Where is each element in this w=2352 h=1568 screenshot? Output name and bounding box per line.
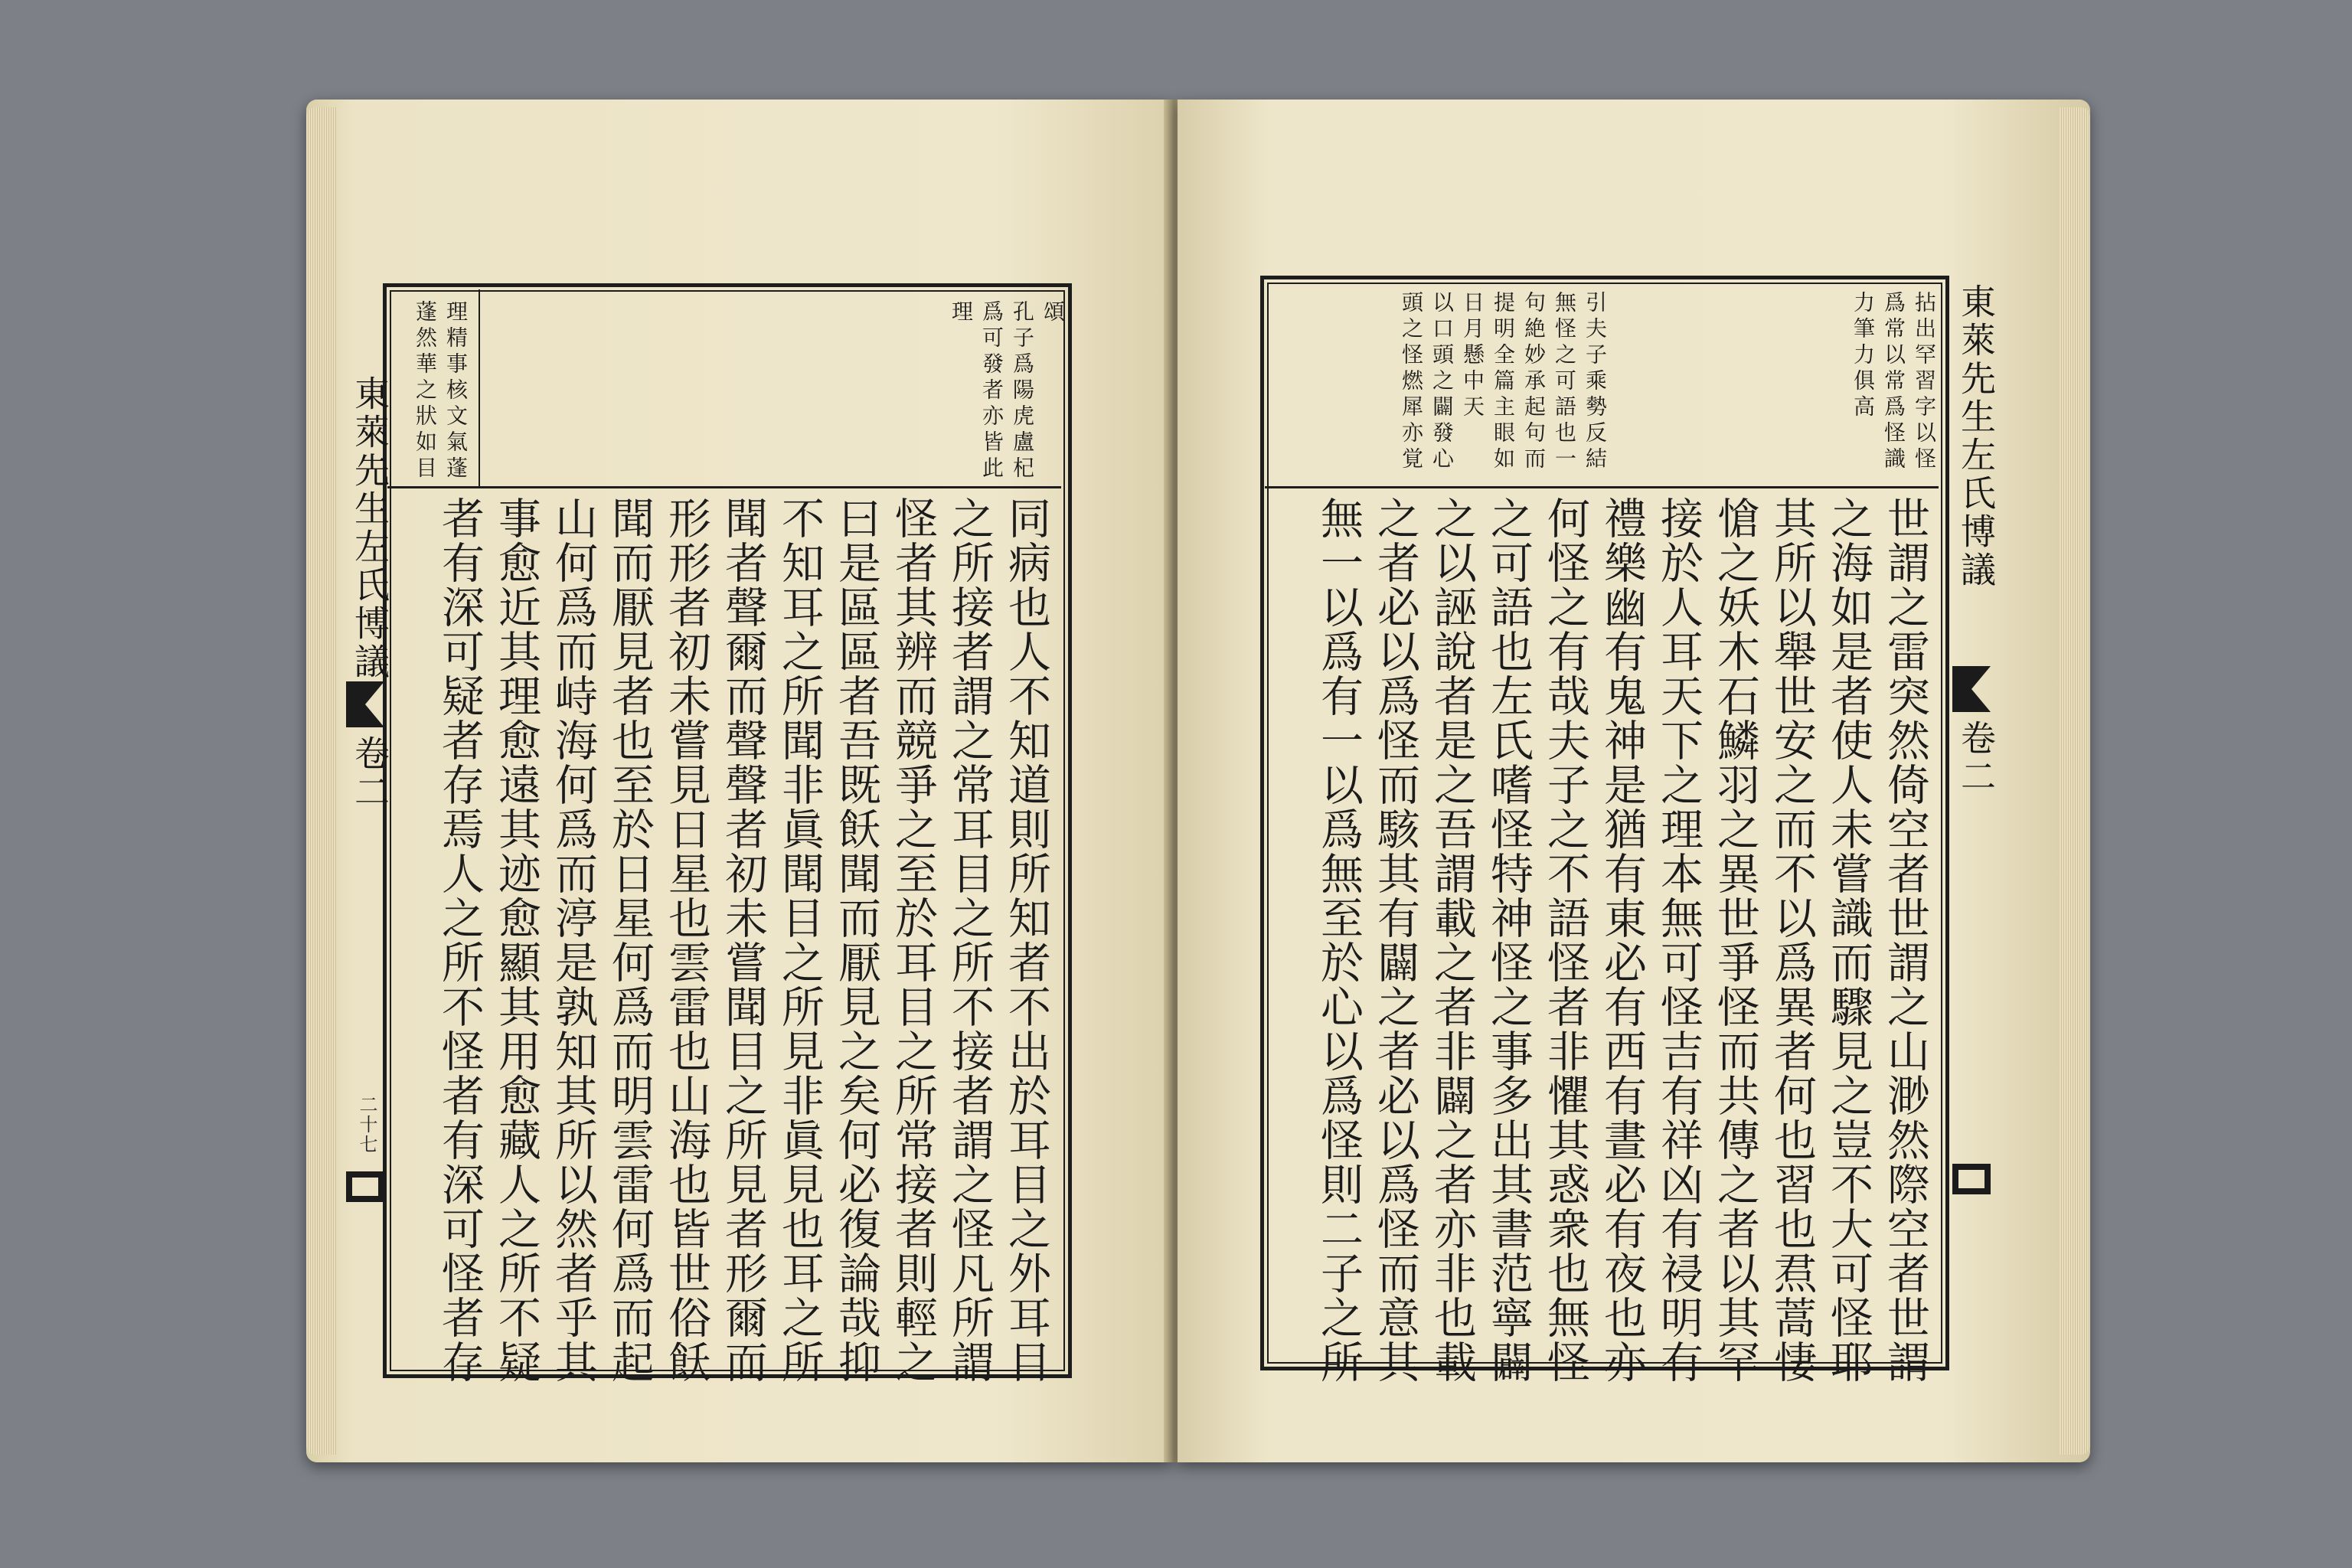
note-column: 理精事核文氣蓬 [443,300,469,482]
text-column: 山何爲而峙海何爲而渟是孰知其所以然者乎其 [548,496,598,1384]
text-column: 無一以爲有一以爲無至於心以爲怪則二子之所 [1314,496,1364,1384]
text-column: 其所以舉世安之而不以爲異者何也習也焄蒿悽 [1767,496,1817,1384]
folio-number: 二十七 [356,1095,377,1155]
fishtail-mark-lower [346,1171,384,1202]
note-column: 理 [949,300,974,326]
note-column: 提明全篇主眼如 [1491,291,1516,473]
note-column: 爲常以常爲怪識 [1881,291,1906,473]
text-column: 愴之妖木石鱗羽之異世爭怪而共傳之者以其罕 [1710,496,1760,1384]
left-header-divider [387,486,1061,488]
note-column: 日月懸中天 [1460,291,1485,421]
note-column: 以口頭之闢發心 [1429,291,1455,473]
running-title: 東萊先生左氏博議 [1955,283,1997,590]
note-column: 句絶妙承起句而 [1521,291,1547,473]
note-column: 爲可發者亦皆此 [979,300,1004,482]
page-edge-stack [306,107,337,1455]
text-column: 聞者聲爾而聲聲者初未嘗聞目之所見者形爾而 [718,496,768,1384]
note-column: 頭之怪燃犀亦覚 [1399,291,1424,473]
text-column: 聞而厭見者也至於日星何爲而明雲雷何爲而起 [605,496,655,1384]
note-column: 無怪之可語也一 [1552,291,1577,473]
right-page [1178,100,2090,1462]
text-column: 之可語也左氏嗜怪特神怪之事多出其書范寧闢 [1484,496,1534,1384]
text-column: 曰是區區者吾既飫聞而厭見之矣何必復論哉抑 [831,496,881,1384]
left-header-vdivider [479,289,480,487]
left-page [306,100,1171,1462]
fishtail-mark [1952,666,1991,712]
text-column: 之所接者謂之常耳目之所不接者謂之怪凡所謂 [945,496,995,1384]
text-column: 接於人耳天下之理本無可怪吉有祥凶有祲明有 [1654,496,1704,1384]
text-column: 形形者初未嘗見日星也雲雷也山海也皆世俗飫 [662,496,711,1384]
text-column: 何怪之有哉夫子之不語怪者非懼其惑衆也無怪 [1540,496,1590,1384]
note-column: 頌 [1040,300,1066,326]
fishtail-mark [346,681,384,727]
text-column: 禮樂幽有鬼神是猶有東必有西有晝必有夜也亦 [1597,496,1647,1384]
text-column: 同病也人不知道則所知者不出於耳目之外耳目 [1001,496,1051,1384]
volume-label: 卷二 [1955,720,1997,796]
right-header-divider [1265,486,1939,488]
open-book [306,100,2090,1478]
note-column: 蓬然華之狀如目 [413,300,438,482]
running-title: 東萊先生左氏博議 [349,375,390,681]
text-column: 怪者其辨而競爭之至於耳目之所常接者則輕之 [888,496,938,1384]
page-edge-stack [2060,107,2090,1455]
volume-label: 卷二 [349,735,390,812]
text-column: 之以誣說者是之吾謂載之者非闢之者亦非也載 [1427,496,1477,1384]
note-column: 力筆力俱高 [1851,291,1876,421]
note-column: 引夫子乘勢反結 [1583,291,1608,473]
text-column: 不知耳之所聞非眞聞目之所見非眞見也耳之所 [775,496,825,1384]
text-column: 之者必以爲怪而駭其有闢之者必以爲怪而意其 [1370,496,1420,1384]
note-column: 拈出罕習字以怪 [1912,291,1937,473]
note-column: 孔子爲陽虎盧杞 [1010,300,1035,482]
text-column: 之海如是者使人未嘗識而驟見之豈不大可怪耶 [1824,496,1873,1384]
text-column: 者有深可疑者存焉人之所不怪者有深可怪者存 [435,496,485,1384]
text-column: 世謂之雷突然倚空者世謂之山渺然際空者世謂 [1880,496,1930,1384]
text-column: 事愈近其理愈遠其迹愈顯其用愈藏人之所不疑 [492,496,541,1384]
fishtail-mark-lower [1952,1164,1991,1194]
